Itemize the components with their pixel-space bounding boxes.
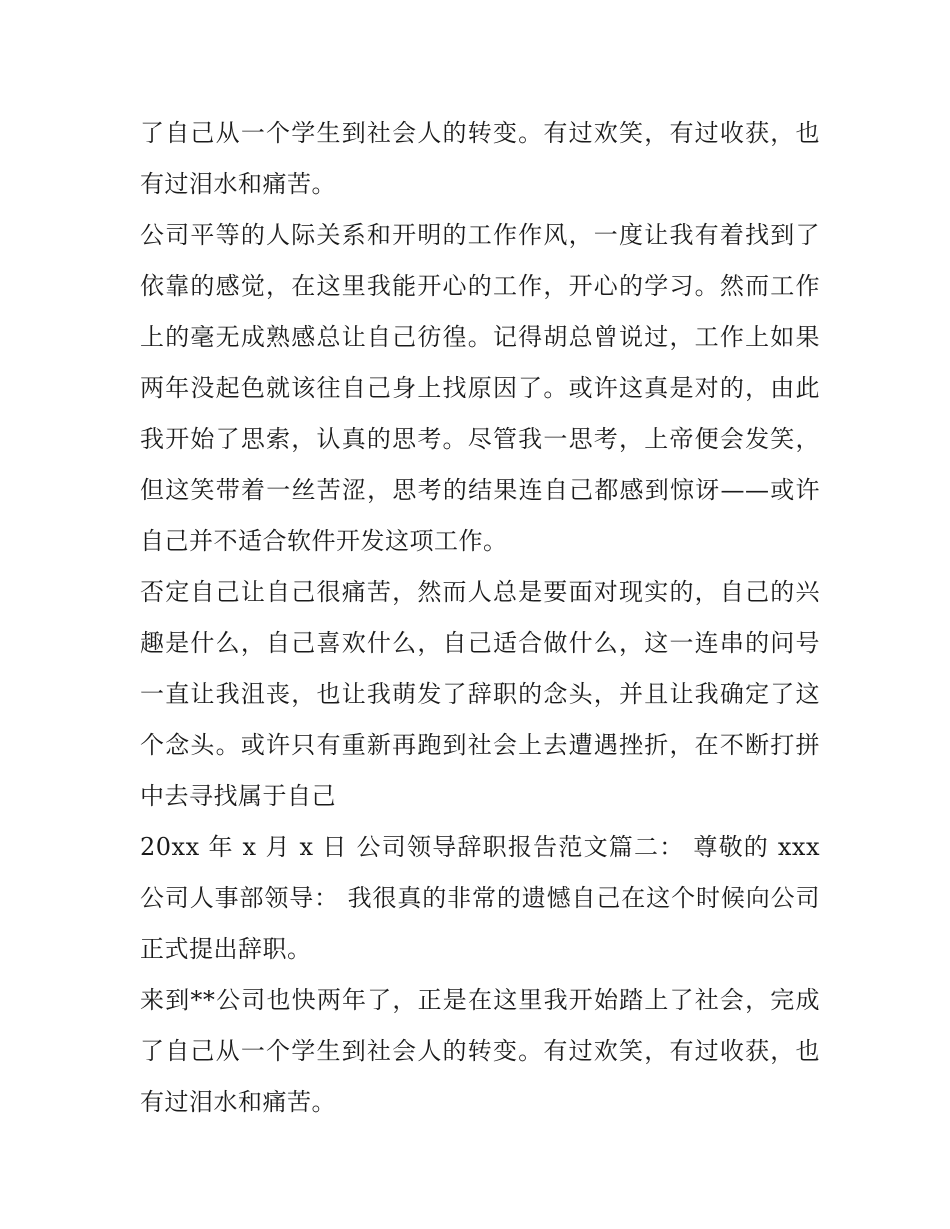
paragraph-3: 否定自己让自己很痛苦，然而人总是要面对现实的，自己的兴趣是什么，自己喜欢什么，自己适合做什么，这一连串的问号一直让我沮丧，也让我萌发了辞职的念头，并且让我确定了这个念头。或许只有重新再跑到社会上去遭遇挫折，在不断打拼中去寻找属于自己 <box>140 578 820 810</box>
paragraph-1: 了自己从一个学生到社会人的转变。有过欢笑，有过收获，也有过泪水和痛苦。 <box>140 119 820 198</box>
document-body <box>140 108 820 1128</box>
paragraph-2: 公司平等的人际关系和开明的工作作风，一度让我有着找到了依靠的感觉，在这里我能开心的工作，开心的学习。然而工作上的毫无成熟感总让自己彷徨。记得胡总曾说过，工作上如果两年没起色就该往自己身上找原因了。或许这真是对的，由此我开始了思索，认真的思考。尽管我一思考，上帝便会发笑，但这笑带着一丝苦涩，思考的结果连自己都感到惊讶——或许自己并不适合软件开发这项工作。 <box>140 221 820 555</box>
paragraph-5: 来到**公司也快两年了，正是在这里我开始踏上了社会，完成了自己从一个学生到社会人的转变。有过欢笑，有过收获，也有过泪水和痛苦。 <box>140 986 820 1116</box>
paragraph-4: 20xx 年 x 月 x 日 公司领导辞职报告范文篇二： 尊敬的 xxx 公司人事部领导： 我很真的非常的遗憾自己在这个时候向公司正式提出辞职。 <box>140 833 820 963</box>
